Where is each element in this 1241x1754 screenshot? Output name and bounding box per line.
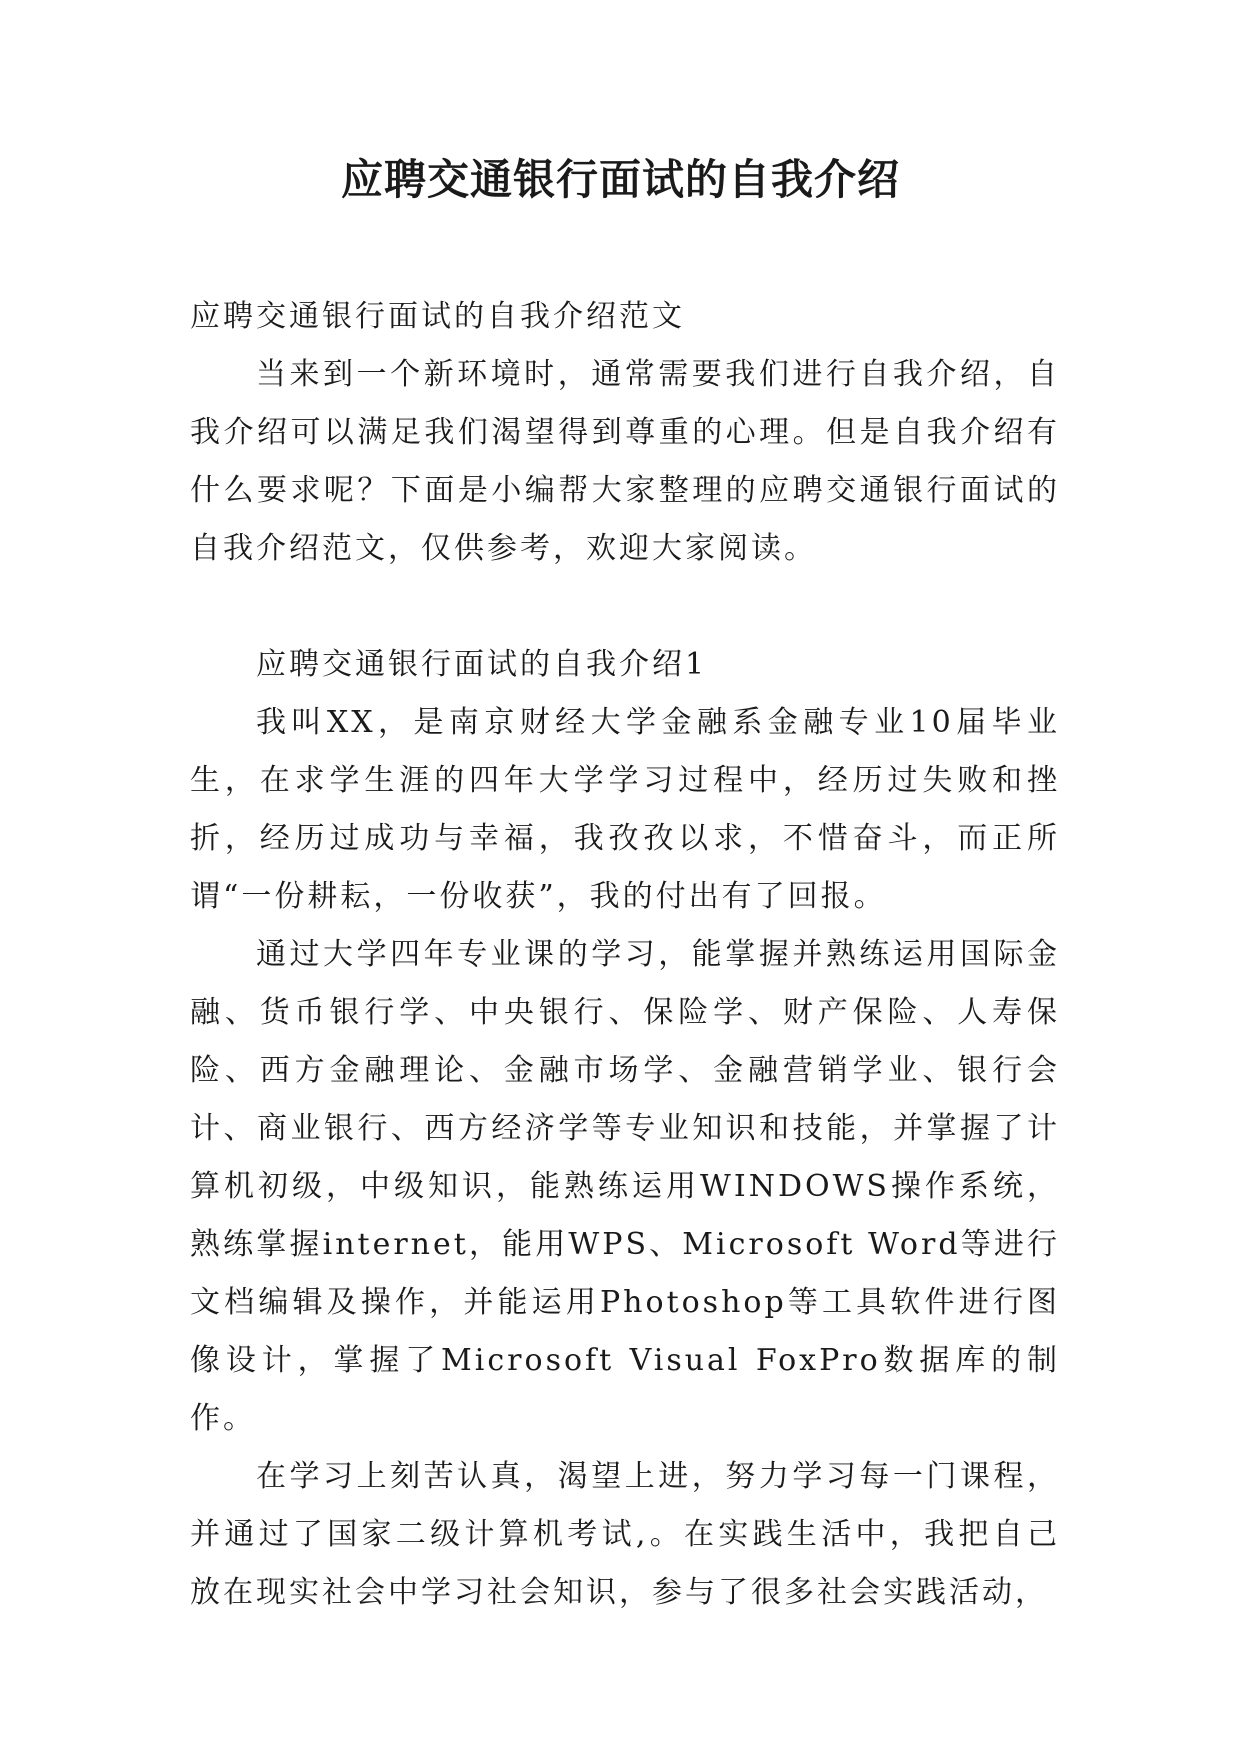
body-paragraph: 在学习上刻苦认真，渴望上进，努力学习每一门课程，并通过了国家二级计算机考试,。在实践生活中，我把自己放在现实社会中学习社会知识，参与了很多社会实践活动，: [190, 1459, 1060, 1610]
document-body: [190, 288, 1060, 1622]
intro-paragraph: 当来到一个新环境时，通常需要我们进行自我介绍，自我介绍可以满足我们渴望得到尊重的心理。但是自我介绍有什么要求呢？下面是小编帮大家整理的应聘交通银行面试的自我介绍范文，仅供参考，欢迎大家阅读。: [190, 357, 1060, 566]
body-paragraph: 通过大学四年专业课的学习，能掌握并熟练运用国际金融、货币银行学、中央银行、保险学、财产保险、人寿保险、西方金融理论、金融市场学、金融营销学业、银行会计、商业银行、西方经济学等专业知识和技能，并掌握了计算机初级，中级知识，能熟练运用WINDOWS操作系统，熟练掌握internet，能用WPS、Microsoft Word等进行文档编辑及操作，并能运用Photoshop等工具软件进行图像设计，掌握了Microsoft Visual FoxPro数据库的制作。: [190, 937, 1060, 1436]
section-heading: 应聘交通银行面试的自我介绍1: [256, 647, 708, 682]
body-paragraph: 我叫XX，是南京财经大学金融系金融专业10届毕业生，在求学生涯的四年大学学习过程中，经历过失败和挫折，经历过成功与幸福，我孜孜以求，不惜奋斗，而正所谓“一份耕耘，一份收获”，我的付出有了回报。: [190, 705, 1060, 914]
document-title: 应聘交通银行面试的自我介绍: [340, 155, 900, 204]
subtitle-paragraph: 应聘交通银行面试的自我介绍范文: [190, 299, 685, 334]
